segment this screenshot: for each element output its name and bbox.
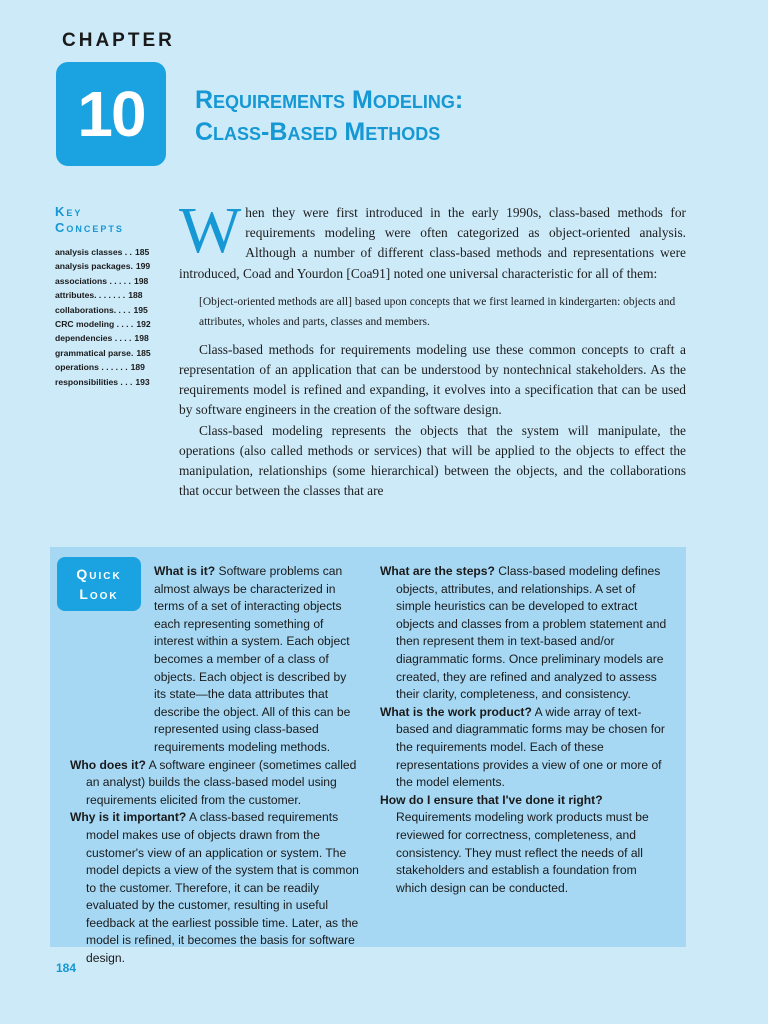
chapter-label: CHAPTER: [62, 30, 175, 51]
chapter-title: [195, 84, 463, 148]
key-concept-page: 188: [128, 290, 143, 301]
key-concept-item: [55, 245, 150, 259]
quick-look-entry: [380, 563, 670, 704]
key-concept-term: responsibilities . . .: [55, 376, 133, 387]
chapter-title-line1: Requirements Modeling:: [195, 86, 464, 114]
key-concept-item: [55, 331, 150, 345]
body-paragraph-3: Class-based modeling represents the objects that the system will manipulate, the operations (also called methods or services) that will be applied to the objects to effect the manipulation, relationships (some hierarchical) between the objects, and the collaborations that occur between the classes that are: [179, 422, 686, 499]
key-concept-item: [55, 259, 150, 273]
key-concept-term: analysis classes . .: [55, 247, 132, 257]
body-paragraph-1: [179, 203, 686, 284]
key-concept-item: [55, 375, 150, 389]
quick-look-answer: Software problems can almost always be characterized in terms of a set of interacting objects each representing something of interest within a system. Each object becomes a member of a class of objects. Each object is described by its state—the data attributes that describe the object. All of this can be represented using class-based requirements modeling methods.: [154, 564, 351, 754]
key-concept-item: [55, 288, 150, 302]
body-text: [179, 203, 686, 501]
quick-look-question: What are the steps?: [380, 564, 495, 578]
key-concept-item: [55, 317, 150, 331]
quick-look-question: Who does it?: [70, 757, 146, 772]
key-concept-item: [55, 346, 150, 360]
quick-look-answer: A wide array of text-based and diagrammatic forms may be chosen for the requirements model. Each of these representations provides a view of one or more of the model elements.: [396, 704, 665, 790]
key-concept-page: 195: [133, 304, 148, 315]
key-concept-page: 189: [130, 362, 145, 373]
key-concept-item: [55, 274, 150, 288]
quick-look-entry: [380, 792, 670, 898]
key-concepts-heading: [55, 204, 124, 236]
key-concepts-heading-line2: Concepts: [55, 220, 124, 235]
key-concept-term: associations . . . . .: [55, 275, 131, 286]
quick-look-right-column: [380, 563, 670, 897]
key-concept-page: 198: [134, 333, 149, 344]
quick-look-question: Why is it important?: [70, 810, 187, 825]
key-concept-term: operations . . . . . .: [55, 362, 128, 373]
key-concept-page: 185: [136, 347, 151, 358]
key-concept-term: attributes. . . . . . .: [55, 290, 126, 301]
body-paragraph-2: Class-based methods for requirements modeling use these common concepts to craft a representation of an application that can be understood by nontechnical stakeholders. As the requirements model is refined and expanding, it evolves into a specification that can be used by software engineers in the creation of the software design.: [179, 341, 686, 418]
quick-look-question: How do I ensure that I've done it right?: [380, 792, 603, 807]
quick-look-entry: [70, 809, 360, 967]
quick-look-badge-line1: Quick: [76, 566, 122, 582]
key-concept-page: 198: [133, 275, 149, 286]
key-concepts-heading-line1: Key: [55, 204, 83, 219]
quick-look-entry: [70, 757, 360, 810]
block-quote: [Object-oriented methods are all] based upon concepts that we first learned in kindergarten: objects and attributes, wholes and parts, classes and members.: [199, 295, 676, 328]
key-concept-term: analysis packages.: [55, 261, 133, 272]
key-concept-term: CRC modeling . . . .: [55, 319, 134, 330]
key-concept-term: collaborations. . . .: [55, 304, 131, 315]
chapter-number: 10: [77, 78, 145, 150]
key-concept-page: 192: [136, 319, 151, 330]
key-concept-item: [55, 360, 150, 374]
quick-look-answer: Requirements modeling work products must be reviewed for correctness, completeness, and consistency. They must reflect the needs of all stakeholders and establish a foundation from which design can be conducted.: [396, 810, 649, 895]
quick-look-left-column: [70, 563, 360, 968]
chapter-title-line2: Class-Based Methods: [195, 118, 441, 146]
key-concept-term: dependencies . . . .: [55, 333, 132, 344]
quick-look-entry: [154, 563, 360, 757]
quick-look-answer: A class-based requirements model makes use of objects drawn from the customer's view of an application or system. The model depicts a view of the system that is common to the customer. Therefore, it can be readily evaluated by the customer, resulting in useful feedback at the earliest possible time. Later, as the model is refined, it becomes the basis for software design.: [86, 810, 359, 966]
quick-look-badge-line2: Look: [79, 586, 119, 602]
key-concept-page: 193: [135, 376, 150, 387]
chapter-number-box: [56, 62, 166, 166]
quick-look-question: What is the work product?: [380, 704, 532, 719]
key-concept-item: [55, 303, 150, 317]
quick-look-answer: Class-based modeling defines objects, attributes, and relationships. A set of simple heuristics can be developed to extract objects and classes from a problem statement and then represent them in text-based and/or diagrammatic forms. Once preliminary models are created, they are refined and analyzed to assess their clarity, completeness, and consistency.: [396, 564, 667, 702]
quick-look-entry: [380, 704, 670, 792]
key-concept-term: grammatical parse.: [55, 347, 134, 358]
quick-look-question: What is it?: [154, 564, 216, 578]
key-concept-page: 199: [135, 261, 151, 272]
drop-cap: W: [179, 203, 242, 267]
body-text-region: [179, 203, 686, 537]
page-number: 184: [56, 961, 77, 975]
key-concept-page: 185: [134, 247, 150, 257]
quick-look-answer: A software engineer (sometimes called an analyst) builds the class-based model using requirements elicited from the customer.: [86, 757, 357, 807]
body-paragraph-1-text: hen they were first introduced in the early 1990s, class-based methods for requirements modeling were often categorized as object-oriented analysis. Although a number of different class-based methods and representations were introduced, Coad and Yourdon [Coa91] noted one universal characteristic for all of them:: [179, 205, 686, 281]
key-concepts-list: [55, 245, 150, 389]
